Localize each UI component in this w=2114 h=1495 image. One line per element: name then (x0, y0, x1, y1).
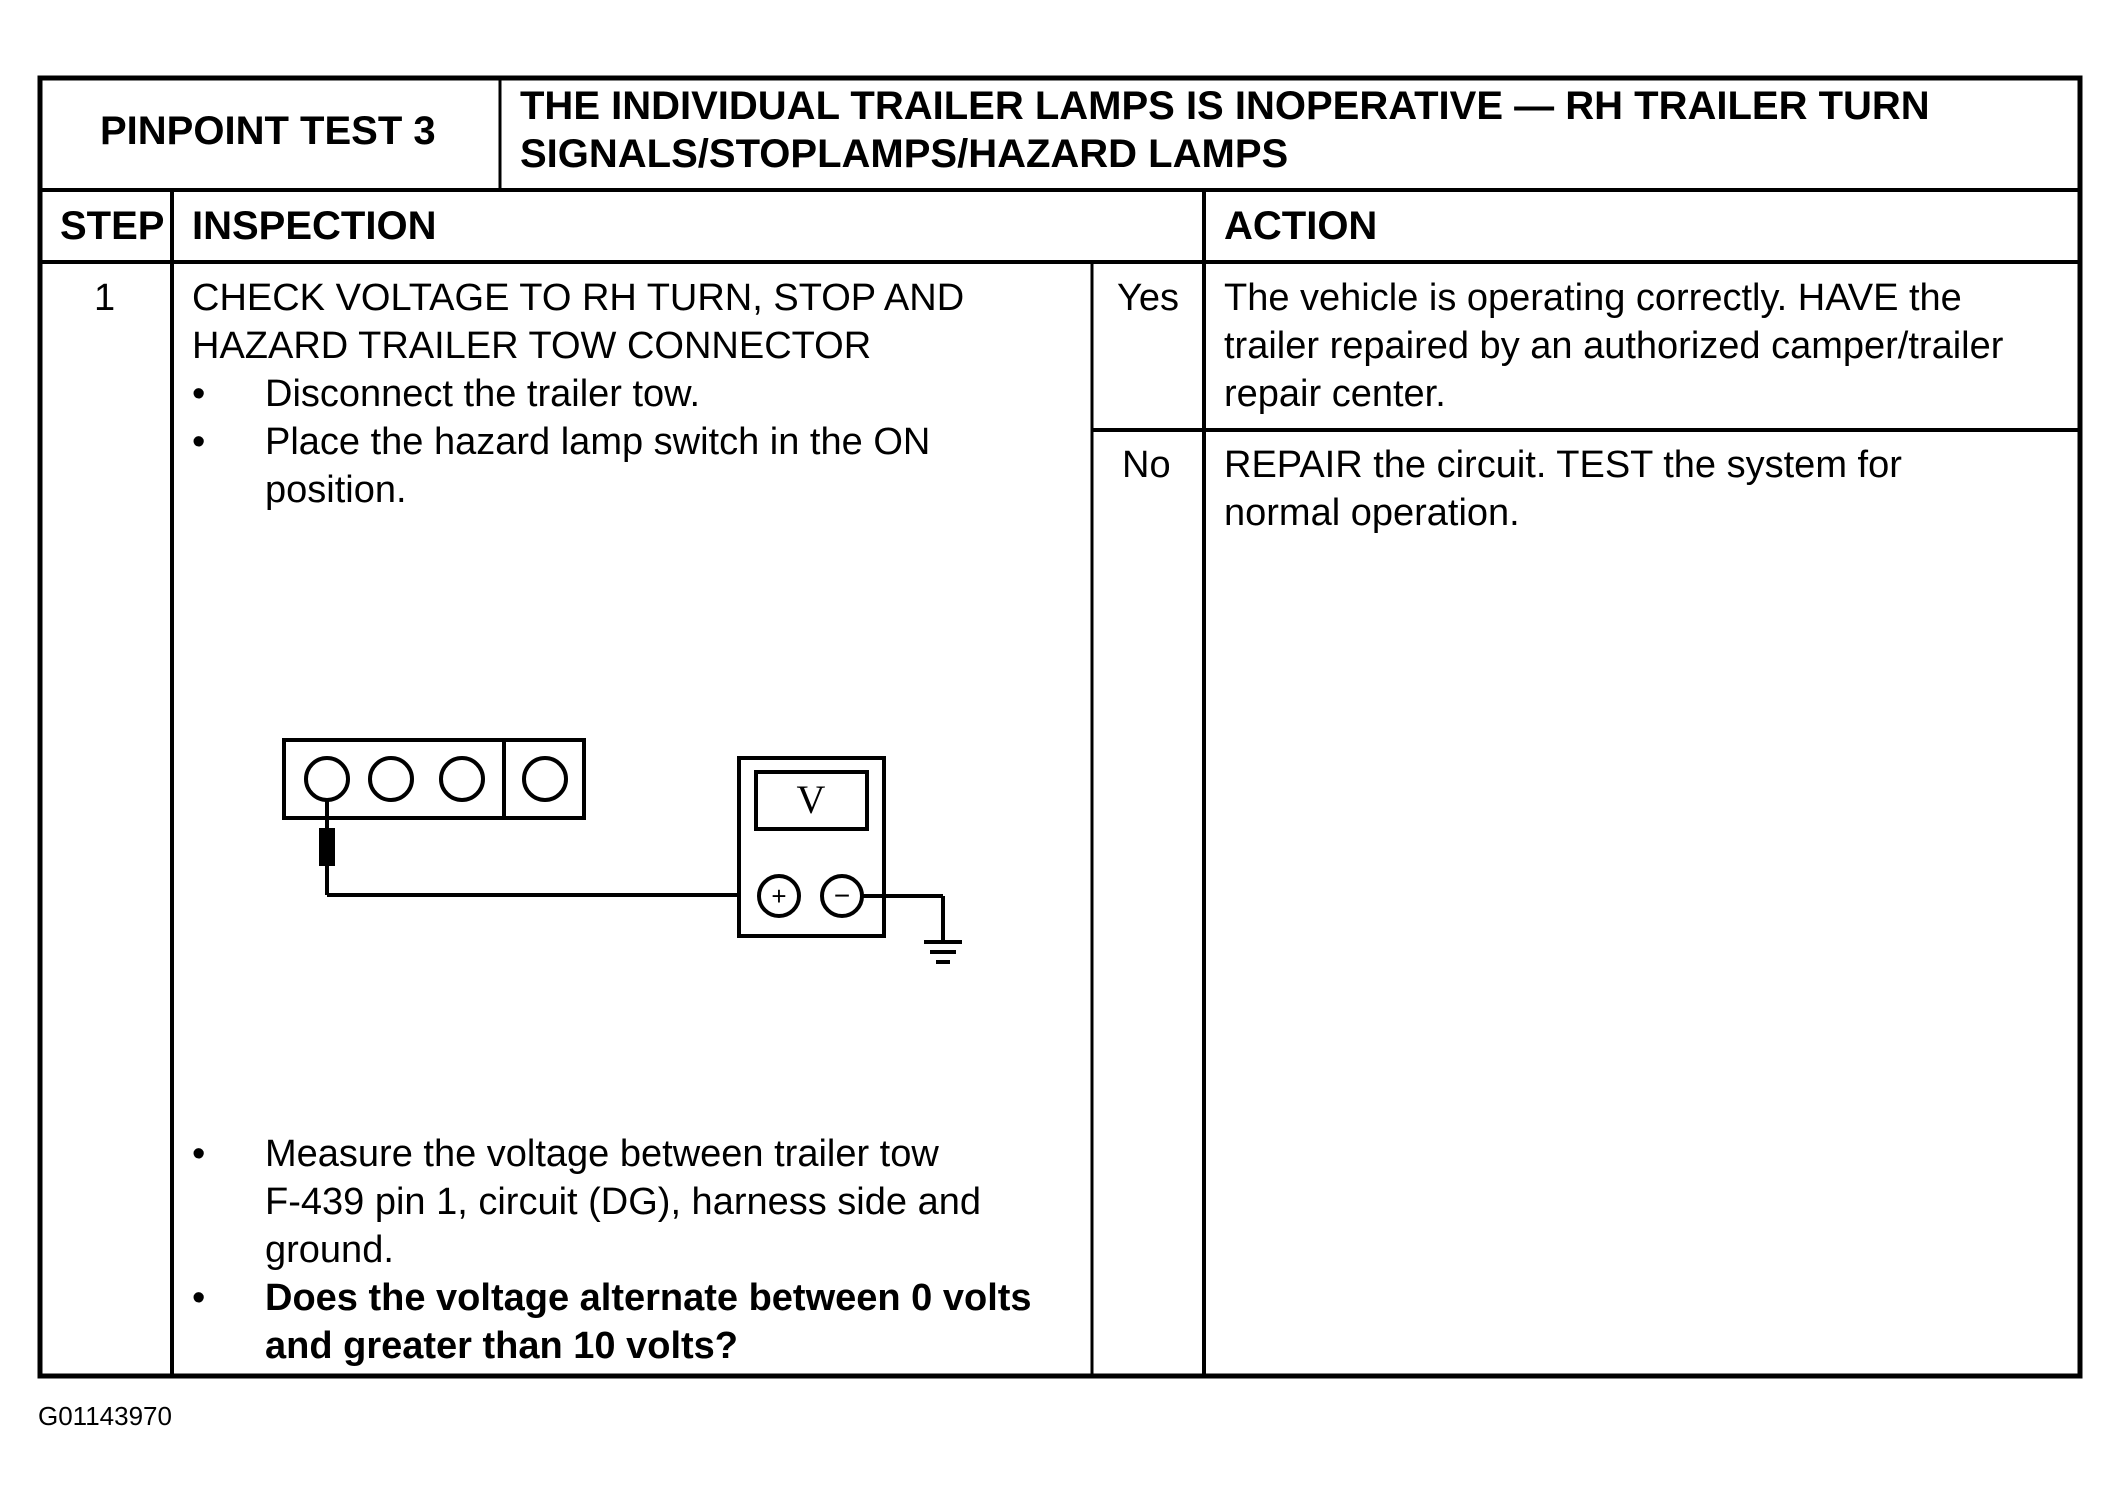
figure-id: G01143970 (38, 1401, 172, 1431)
no-action-line2: normal operation. (1224, 492, 1520, 534)
bullet-icon: • (192, 1133, 206, 1175)
bullet-icon: • (192, 421, 206, 463)
yes-label: Yes (1117, 277, 1179, 319)
probe-tip (319, 828, 335, 866)
bullet-hazard-switch-line1: Place the hazard lamp switch in the ON (265, 421, 931, 463)
question-line1: Does the voltage alternate between 0 volts (265, 1277, 1032, 1319)
voltmeter-label: V (796, 777, 826, 822)
yes-action-line1: The vehicle is operating correctly. HAVE the (1224, 277, 1962, 319)
bullet-measure-line2: F-439 pin 1, circuit (DG), harness side and (265, 1181, 981, 1223)
plus-symbol: + (771, 881, 787, 911)
minus-symbol: − (833, 880, 851, 911)
yes-action-line3: repair center. (1224, 373, 1446, 415)
bullet-icon: • (192, 373, 206, 415)
bullet-disconnect: Disconnect the trailer tow. (265, 373, 701, 415)
question-line2: and greater than 10 volts? (265, 1325, 739, 1367)
bullet-measure-line3: ground. (265, 1229, 394, 1271)
step-number: 1 (94, 277, 116, 319)
test-title-line2: SIGNALS/STOPLAMPS/HAZARD LAMPS (520, 132, 1289, 176)
bullet-hazard-switch-line2: position. (265, 469, 407, 511)
column-header-inspection: INSPECTION (192, 204, 437, 248)
column-header-action: ACTION (1224, 204, 1378, 248)
bullet-measure-line1: Measure the voltage between trailer tow (265, 1133, 939, 1175)
inspection-heading-line1: CHECK VOLTAGE TO RH TURN, STOP AND (192, 277, 965, 319)
column-header-step: STEP (60, 204, 165, 248)
no-label: No (1122, 444, 1171, 486)
no-action-line1: REPAIR the circuit. TEST the system for (1224, 444, 1902, 486)
yes-action-line2: trailer repaired by an authorized camper/trailer (1224, 325, 2004, 367)
test-title-line1: THE INDIVIDUAL TRAILER LAMPS IS INOPERATIVE — RH TRAILER TURN (520, 84, 1930, 128)
test-label: PINPOINT TEST 3 (100, 109, 436, 153)
inspection-heading-line2: HAZARD TRAILER TOW CONNECTOR (192, 325, 872, 367)
bullet-icon: • (192, 1277, 206, 1319)
